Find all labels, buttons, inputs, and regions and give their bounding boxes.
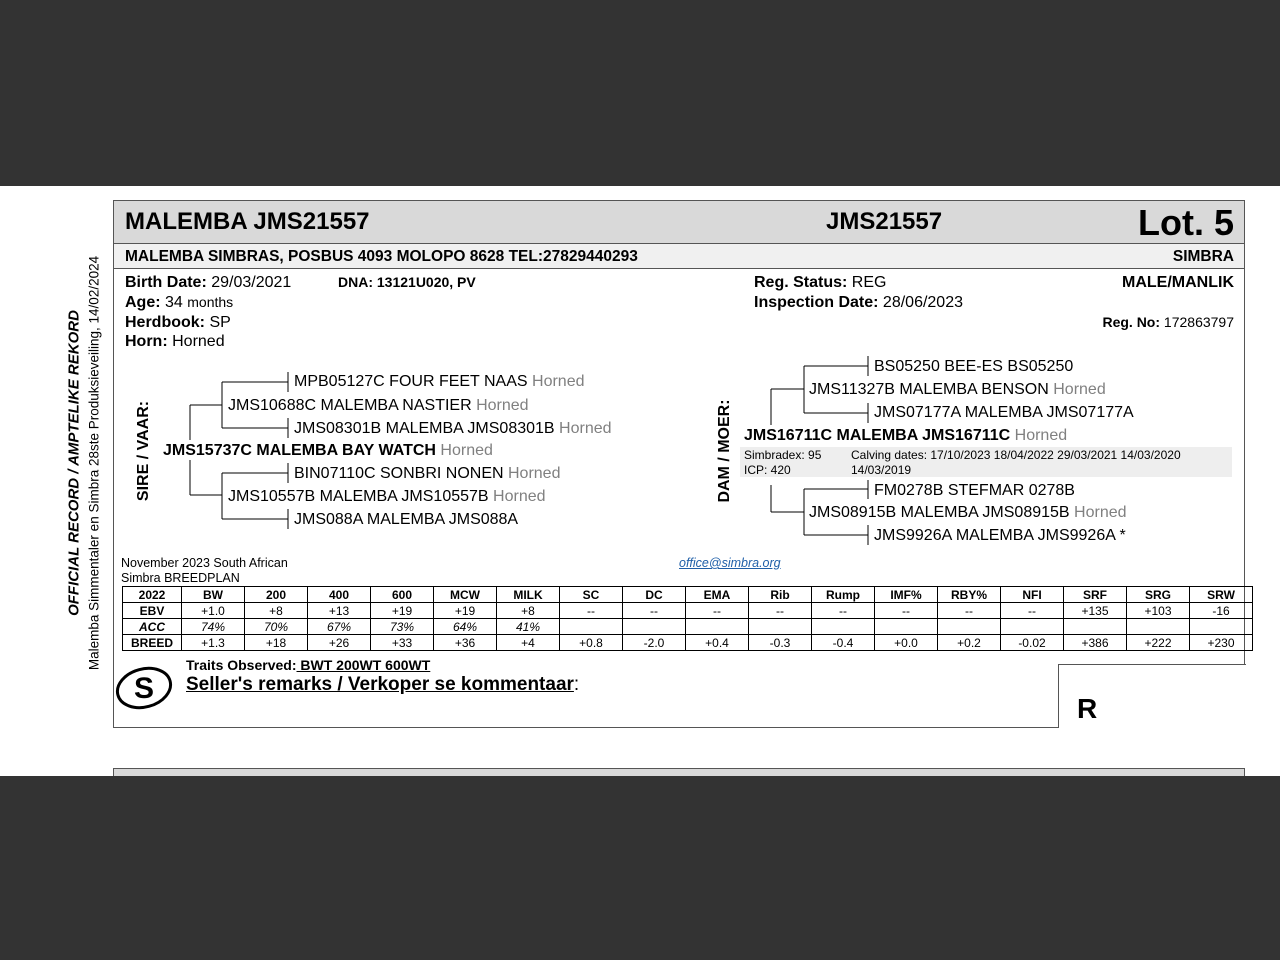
sex: MALE/MANLIK [1122, 274, 1234, 291]
reg-status: Reg. Status: REG [754, 274, 887, 291]
bottom-background [0, 776, 1280, 960]
bp-cell: +8 [497, 603, 560, 619]
bp-cell: ACC [123, 619, 182, 635]
dam-great-grandsire-1: BS05250 BEE-ES BS05250 [874, 358, 1074, 375]
animal-name: MALEMBA JMS21557 [125, 208, 370, 235]
price-prefix: R [1077, 693, 1098, 724]
bp-cell [560, 619, 623, 635]
bp-cell: -- [623, 603, 686, 619]
bp-acc-row [123, 619, 1253, 635]
bp-cell: +230 [1190, 635, 1253, 651]
bp-cell: +135 [1064, 603, 1127, 619]
simbradex: Simbradex: 95 [744, 448, 822, 462]
bp-cell: +1.0 [182, 603, 245, 619]
bp-cell: SRW [1190, 587, 1253, 603]
bp-cell: -16 [1190, 603, 1253, 619]
bp-cell: +0.8 [560, 635, 623, 651]
bp-cell: NFI [1001, 587, 1064, 603]
bp-cell: 200 [245, 587, 308, 603]
bp-ebv-row [123, 603, 1253, 619]
email-link[interactable]: office@simbra.org [679, 556, 781, 570]
dna-info: DNA: 13121U020, PV [338, 274, 476, 290]
bp-cell: 600 [371, 587, 434, 603]
sire-granddam: JMS10557B MALEMBA JMS10557B Horned [228, 488, 546, 505]
sire-great-grandsire-1: MPB05127C FOUR FEET NAAS Horned [294, 373, 585, 390]
bp-cell [812, 619, 875, 635]
dam-great-granddam-1: JMS07177A MALEMBA JMS07177A [874, 404, 1134, 421]
dam-label: DAM / MOER: [716, 399, 733, 503]
age: Age: 34 months [125, 294, 234, 311]
bp-cell: -0.02 [1001, 635, 1064, 651]
bp-cell: MILK [497, 587, 560, 603]
bp-cell: Rib [749, 587, 812, 603]
bp-cell: 74% [182, 619, 245, 635]
bp-cell: +0.0 [875, 635, 938, 651]
dam-name: JMS16711C MALEMBA JMS16711C Horned [744, 427, 1068, 444]
bp-cell: SRG [1127, 587, 1190, 603]
animal-id: JMS21557 [826, 208, 943, 235]
bp-cell: +13 [308, 603, 371, 619]
bp-breed-row [123, 635, 1253, 651]
seller-remarks: Seller's remarks / Verkoper se kommentaar: [186, 674, 580, 695]
bp-cell: -- [560, 603, 623, 619]
sire-grandsire: JMS10688C MALEMBA NASTIER Horned [228, 397, 529, 414]
breedplan-subtitle: Simbra BREEDPLAN [121, 571, 240, 585]
bp-cell: -- [875, 603, 938, 619]
bp-cell: 41% [497, 619, 560, 635]
traits-observed: Traits Observed: BWT 200WT 600WT [186, 657, 431, 673]
dam-great-grandsire-2: FM0278B STEFMAR 0278B [874, 482, 1075, 499]
svg-text:S: S [133, 672, 155, 705]
bp-cell [1190, 619, 1253, 635]
bp-cell: 67% [308, 619, 371, 635]
bp-cell: +1.3 [182, 635, 245, 651]
bp-cell: -- [686, 603, 749, 619]
reg-number: Reg. No: 172863797 [1102, 314, 1234, 330]
bp-cell [1127, 619, 1190, 635]
breedplan-table [122, 586, 1253, 651]
bp-cell [938, 619, 1001, 635]
breedplan-title: November 2023 South African [121, 556, 288, 570]
bp-cell: +103 [1127, 603, 1190, 619]
bp-cell [749, 619, 812, 635]
bp-cell: SC [560, 587, 623, 603]
sire-great-grandsire-2: BIN07110C SONBRI NONEN Horned [294, 465, 561, 482]
bp-cell [686, 619, 749, 635]
bp-cell: MCW [434, 587, 497, 603]
bp-cell: Rump [812, 587, 875, 603]
calving-dates: Calving dates: 17/10/2023 18/04/2022 29/03/2021 14/03/2020 [851, 448, 1181, 462]
dam-granddam: JMS08915B MALEMBA JMS08915B Horned [809, 504, 1127, 521]
bp-cell: 2022 [123, 587, 182, 603]
horn-status: Horn: Horned [125, 333, 225, 350]
bp-cell: -- [812, 603, 875, 619]
bp-cell: 70% [245, 619, 308, 635]
bp-cell: +8 [245, 603, 308, 619]
bp-cell: IMF% [875, 587, 938, 603]
bp-cell [1064, 619, 1127, 635]
simbra-logo-icon [114, 664, 174, 710]
bp-cell: DC [623, 587, 686, 603]
calving-dates-extra: 14/03/2019 [851, 463, 912, 477]
dam-grandsire: JMS11327B MALEMBA BENSON Horned [809, 381, 1106, 398]
bp-cell: +4 [497, 635, 560, 651]
bp-header-row [123, 587, 1253, 603]
sire-name: JMS15737C MALEMBA BAY WATCH Horned [163, 442, 493, 459]
bp-cell: +19 [371, 603, 434, 619]
bp-cell: +222 [1127, 635, 1190, 651]
bp-cell: 400 [308, 587, 371, 603]
bp-cell: +36 [434, 635, 497, 651]
bp-cell: BREED [123, 635, 182, 651]
sire-great-granddam-2: JMS088A MALEMBA JMS088A [294, 511, 519, 528]
bp-cell: SRF [1064, 587, 1127, 603]
lot-number: Lot. 5 [1138, 202, 1234, 243]
bp-cell [1001, 619, 1064, 635]
sire-label: SIRE / VAAR: [135, 400, 152, 502]
bp-cell: EBV [123, 603, 182, 619]
bp-cell [875, 619, 938, 635]
breed-name: SIMBRA [1172, 248, 1234, 265]
sire-great-granddam-1: JMS08301B MALEMBA JMS08301B Horned [294, 420, 612, 437]
bp-cell [623, 619, 686, 635]
icp: ICP: 420 [744, 463, 791, 477]
bp-cell: +18 [245, 635, 308, 651]
birth-date: Birth Date: 29/03/2021 [125, 274, 292, 291]
bp-cell: -0.3 [749, 635, 812, 651]
bp-cell: -- [749, 603, 812, 619]
bp-cell: +386 [1064, 635, 1127, 651]
bp-cell: +26 [308, 635, 371, 651]
bp-cell: +0.2 [938, 635, 1001, 651]
bp-cell: 64% [434, 619, 497, 635]
bp-cell: -0.4 [812, 635, 875, 651]
bp-cell: 73% [371, 619, 434, 635]
auction-name-label: Malemba Simmentaler en Simbra 28ste Produksieveiling, 14/02/2024 [86, 255, 102, 671]
bp-cell: +33 [371, 635, 434, 651]
bp-cell: EMA [686, 587, 749, 603]
bp-cell: -2.0 [623, 635, 686, 651]
breeder-details: MALEMBA SIMBRAS, POSBUS 4093 MOLOPO 8628 TEL:27829440293 [125, 248, 638, 265]
bp-cell: +19 [434, 603, 497, 619]
official-record-label: OFFICIAL RECORD / AMPTELIKE REKORD [65, 310, 83, 616]
bp-cell: -- [1001, 603, 1064, 619]
inspection-date: Inspection Date: 28/06/2023 [754, 294, 963, 311]
bp-cell: -- [938, 603, 1001, 619]
bp-cell: +0.4 [686, 635, 749, 651]
dam-great-granddam-2: JMS9926A MALEMBA JMS9926A * [874, 527, 1126, 544]
bp-cell: RBY% [938, 587, 1001, 603]
bp-cell: BW [182, 587, 245, 603]
herdbook: Herdbook: SP [125, 314, 231, 331]
